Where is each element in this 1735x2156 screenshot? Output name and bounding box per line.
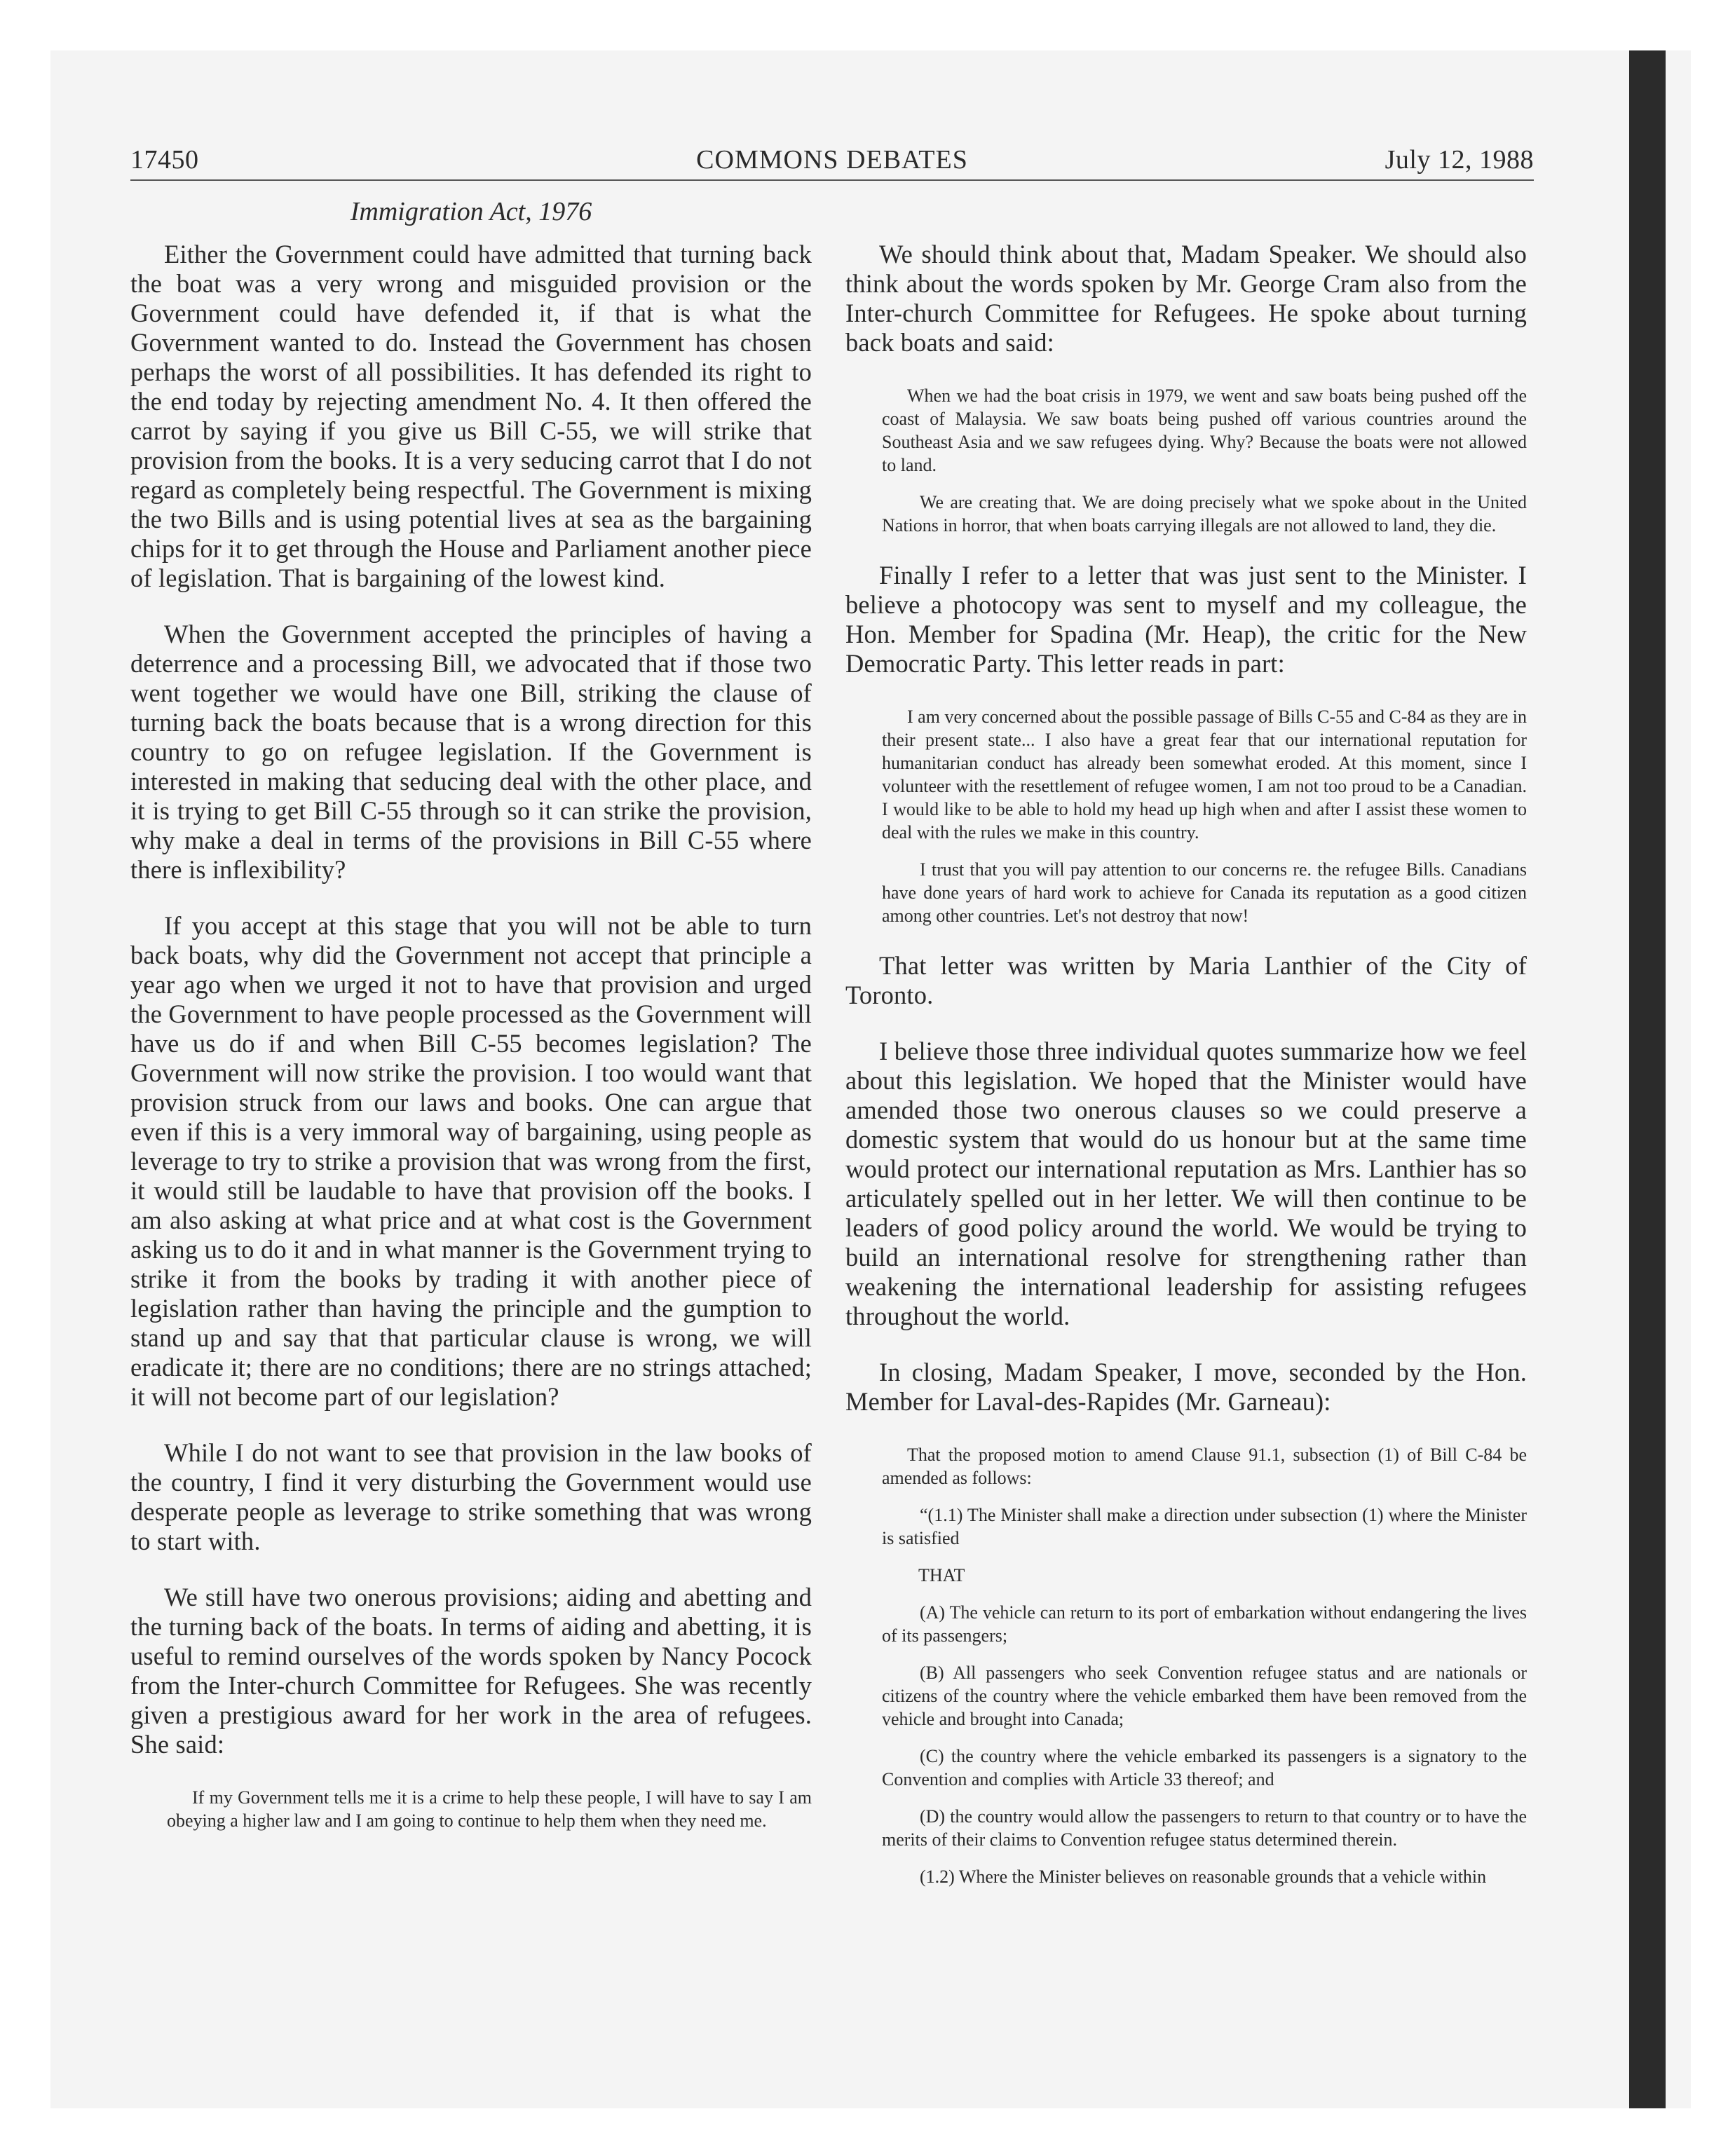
paragraph: We should think about that, Madam Speaker. We should also think about the words spoken by Mr. George Cram also from the Inter-church Committee for Refugees. He spoke about turning back boats and said:: [845, 240, 1527, 357]
left-column: [130, 240, 812, 1846]
motion-text: (C) the country where the vehicle embarked its passengers is a signatory to the Convention and complies with Article 33 thereof; and: [882, 1746, 1527, 1789]
motion-text: “(1.1) The Minister shall make a direction under subsection (1) where the Minister is satisfied: [882, 1505, 1527, 1548]
paragraph: Finally I refer to a letter that was just sent to the Minister. I believe a photocopy was sent to myself and my colleague, the Hon. Member for Spadina (Mr. Heap), the critic for the New Democratic Party. This letter reads in part:: [845, 561, 1527, 678]
paragraph: We still have two onerous provisions; aiding and abetting and the turning back of the boats. In terms of aiding and abetting, it is useful to remind ourselves of the words spoken by Nancy Pocock from the Inter-church Committee for Refugees. She was recently given a prestigious award for her work in the area of refugees. She said:: [130, 1583, 812, 1759]
block-quote: I trust that you will pay attention to our concerns re. the refugee Bills. Canadians have done years of hard work to achieve for Canada its reputation as a good citizen among other countries. Let's not destroy that now!: [882, 859, 1527, 926]
paragraph: That letter was written by Maria Lanthier of the City of Toronto.: [845, 951, 1527, 1009]
publication-date: July 12, 1988: [1384, 145, 1534, 175]
page-header: [130, 144, 1534, 181]
paragraph: If you accept at this stage that you will not be able to turn back boats, why did the Government not accept that principle a year ago when we urged it not to have that provision and urged the Government to have people processed as the Government will have us do if and when Bill C-55 becomes legislation? The Government will now strike the provision. I too would want that provision struck from our laws and books. One can argue that even if this is a very immoral way of bargaining, using people as leverage to try to strike a provision that was wrong from the first, it would still be laudable to have that provision off the books. I am also asking at what price and at what cost is the Government asking us to do it and in what manner is the Government trying to strike it from the books by trading it with another piece of legislation rather than having the principle and the gumption to stand up and say that that particular clause is wrong, we will eradicate it; there are no conditions; there are no strings attached; it will not become part of our legislation?: [130, 911, 812, 1411]
paragraph: When the Government accepted the principles of having a deterrence and a processing Bill, we advocated that if those two went together we would have one Bill, striking the clause of turning back the boats because that is a wrong direction for this country to go on refugee legislation. If the Government is interested in making that seducing deal with the other place, and it is trying to get Bill C-55 through so it can strike the provision, why make a deal in terms of the provisions in Bill C-55 where there is inflexibility?: [130, 620, 812, 884]
block-quote: If my Government tells me it is a crime to help these people, I will have to say I am obeying a higher law and I am going to continue to help them when they need me.: [167, 1787, 812, 1831]
motion-text: That the proposed motion to amend Clause 91.1, subsection (1) of Bill C-84 be amended as follows:: [882, 1445, 1527, 1488]
block-quote: I am very concerned about the possible passage of Bills C-55 and C-84 as they are in their present state... I also have a great fear that our international reputation for humanitarian conduct has already been somewhat eroded. At this moment, since I volunteer with the resettlement of refugee women, I am not too proud to be a Canadian. I would like to be able to hold my head up high when and after I assist these women to deal with the rules we make in this country.: [882, 707, 1527, 842]
paragraph: I believe those three individual quotes summarize how we feel about this legislation. We hoped that the Minister would have amended those two onerous clauses so we could preserve a domestic system that would do us honour but at the same time would protect our international reputation as Mrs. Lanthier has so articulately spelled out in her letter. We will then continue to be leaders of good policy around the world. We would be trying to build an international resolve for strengthening rather than weakening the international leadership for assisting refugees throughout the world.: [845, 1037, 1527, 1330]
page-number: 17450: [130, 145, 199, 175]
scan-edge-shadow: [1629, 50, 1666, 2108]
motion-text: (D) the country would allow the passengers to return to that country or to have the merits of their claims to Convention refugee status determined therein.: [882, 1806, 1527, 1850]
block-quote: We are creating that. We are doing precisely what we spoke about in the United Nations in horror, that when boats carrying illegals are not allowed to land, they die.: [882, 492, 1527, 535]
paragraph: While I do not want to see that provision in the law books of the country, I find it very disturbing the Government would use desperate people as leverage to strike something that was wrong to start with.: [130, 1438, 812, 1555]
motion-text: (A) The vehicle can return to its port of embarkation without endangering the lives of its passengers;: [882, 1602, 1527, 1646]
motion-text: THAT: [918, 1565, 965, 1585]
motion-text: (1.2) Where the Minister believes on reasonable grounds that a vehicle within: [920, 1867, 1487, 1887]
header-rule: [130, 179, 1534, 181]
right-column: [845, 240, 1527, 1902]
paragraph: Either the Government could have admitted that turning back the boat was a very wrong and misguided provision or the Government could have defended it, if that is what the Government wanted to do. Instead the Government has chosen perhaps the worst of all possibilities. It has defended its right to the end today by rejecting amendment No. 4. It then offered the carrot by saying if you give us Bill C-55, we will strike that provision from the books. It is a very seducing carrot that I do not regard as completely being respectful. The Government is mixing the two Bills and is using potential lives at sea as the bargaining chips for it to get through the House and Parliament another piece of legislation. That is bargaining of the lowest kind.: [130, 240, 812, 592]
motion-text: (B) All passengers who seek Convention refugee status and are nationals or citizens of the country where the vehicle embarked them have been removed from the vehicle and brought into Canada;: [882, 1663, 1527, 1729]
publication-title: COMMONS DEBATES: [696, 145, 968, 175]
subject-heading: Immigration Act, 1976: [350, 197, 592, 226]
paragraph: In closing, Madam Speaker, I move, seconded by the Hon. Member for Laval-des-Rapides (Mr. Garneau):: [845, 1358, 1527, 1416]
block-quote: When we had the boat crisis in 1979, we went and saw boats being pushed off the coast of Malaysia. We saw boats being pushed off various countries around the Southeast Asia and we saw refugees dying. Why? Because the boats were not allowed to land.: [882, 386, 1527, 475]
